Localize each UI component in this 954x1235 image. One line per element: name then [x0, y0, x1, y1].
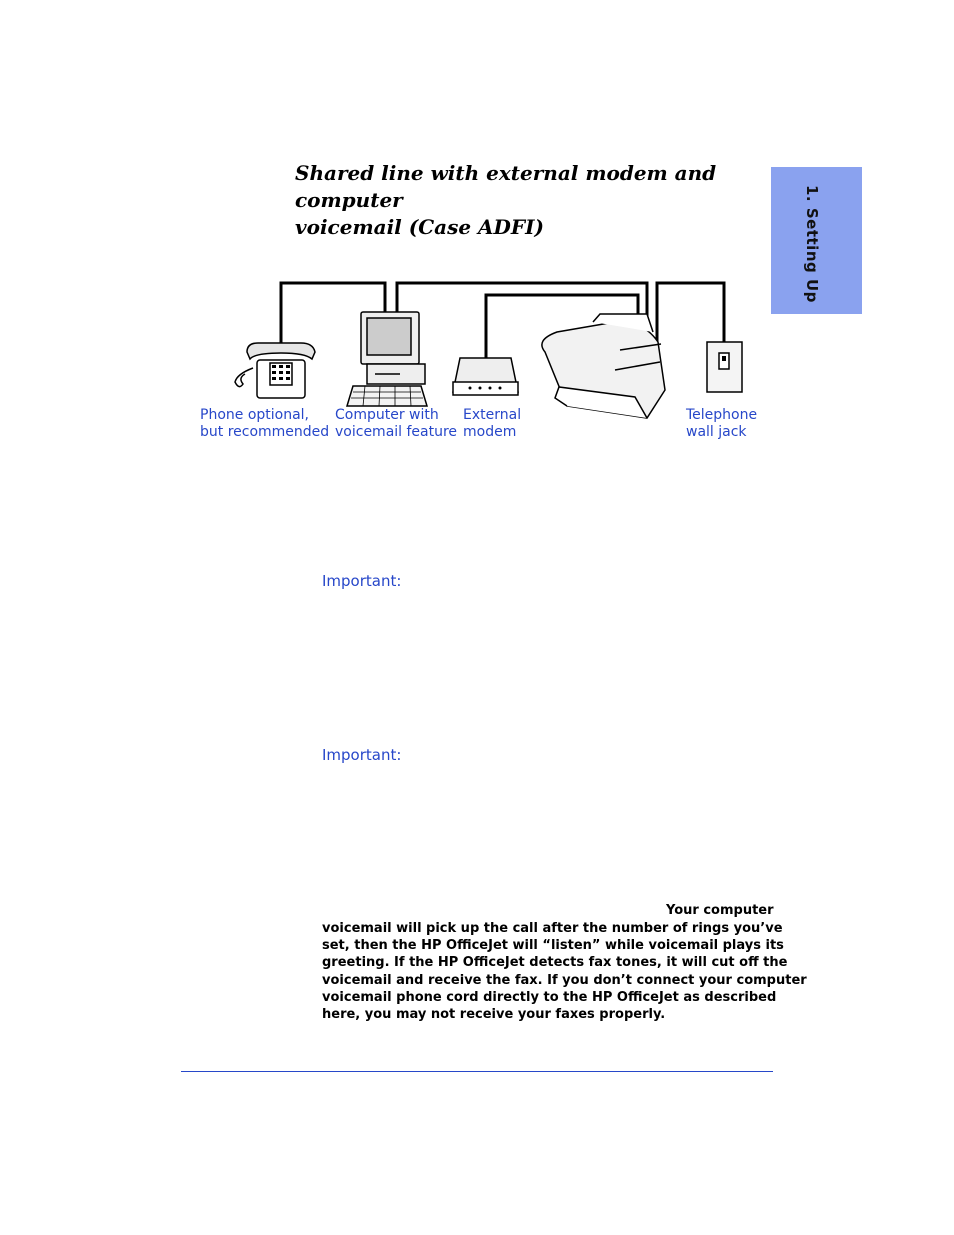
- footer-rule: [181, 1071, 773, 1072]
- important-label-2: Important:: [322, 746, 402, 764]
- phone-icon: [235, 343, 315, 398]
- section-tab: [771, 167, 862, 314]
- section-heading: [295, 160, 765, 241]
- note-line: voicemail and receive the fax. If you don’t connect your computer: [322, 972, 807, 988]
- note-line: voicemail will pick up the call after the number of rings you’ve: [322, 921, 783, 936]
- caption-wall-jack: [686, 407, 757, 441]
- caption-computer-line-2: voicemail feature: [335, 424, 458, 440]
- note-lead: Your computer: [666, 903, 774, 918]
- important-label-1: Important:: [322, 572, 402, 590]
- caption-modem-line-1: External: [463, 407, 522, 423]
- caption-phone-line-1: Phone optional,: [200, 407, 310, 423]
- modem-icon: [453, 358, 518, 395]
- caption-phone: [200, 407, 329, 441]
- section-tab-label: 1. Setting Up: [803, 185, 821, 303]
- caption-modem-line-2: modem: [463, 424, 517, 440]
- note-paragraph: [322, 920, 807, 1023]
- caption-modem: [463, 407, 521, 441]
- officejet-icon: [542, 314, 665, 418]
- note-line: voicemail phone cord directly to the HP OfficeJet as described: [322, 989, 777, 1005]
- wall-jack-icon: [707, 342, 742, 392]
- computer-icon: [347, 312, 427, 406]
- heading-line-2: voicemail (Case ADFI): [295, 215, 544, 239]
- heading-line-1: Shared line with external modem and computer: [295, 161, 717, 212]
- connection-diagram: [195, 270, 770, 420]
- note-line: greeting. If the HP OfficeJet detects fax tones, it will cut off the: [322, 955, 788, 971]
- caption-wall-jack-line-2: wall jack: [686, 424, 747, 440]
- caption-computer: [335, 407, 457, 441]
- caption-computer-line-1: Computer with: [335, 407, 439, 423]
- caption-phone-line-2: but recommended: [200, 424, 330, 440]
- note-line: here, you may not receive your faxes properly.: [322, 1007, 666, 1023]
- note-line: set, then the HP OfficeJet will “listen” while voicemail plays its: [322, 938, 784, 954]
- caption-wall-jack-line-1: Telephone: [686, 407, 758, 423]
